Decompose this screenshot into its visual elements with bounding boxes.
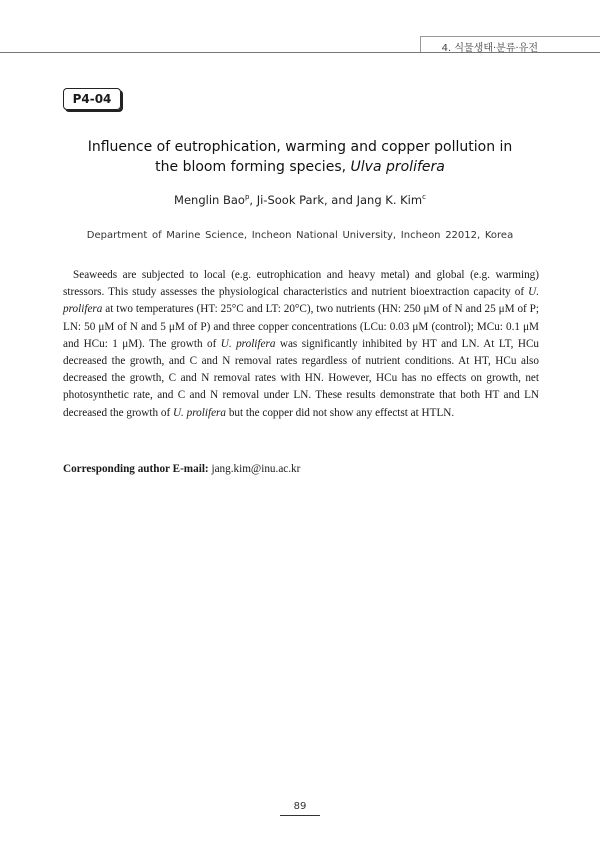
author-3-superscript: c (422, 193, 426, 202)
abstract-text-3: was significantly inhibited by HT and LN. At LT, HCu decreased the growth, and C and N removal rates regardless of nutrient conditions. At HT, HCu also decreased the growth, C and N removal rates with HN. However, HCu has no effects on growth, net photosynthetic rate, and C and N removal under LN. These results demonstrate that both HT and LN decreased the growth of (63, 337, 539, 419)
title-line-2 (60, 157, 540, 177)
abstract-text-1: Seaweeds are subjected to local (e.g. eutrophication and heavy metal) and global (e.g. warming) stressors. This study assesses the physiological characteristics and nutrient bioextraction capacity of (63, 269, 539, 299)
affiliation: Department of Marine Science, Incheon National University, Incheon 22012, Korea (86, 230, 514, 241)
abstract-species-2: U. prolifera (220, 337, 276, 350)
abstract-species-3: U. prolifera (172, 406, 227, 419)
poster-id-badge: P4-04 (63, 88, 121, 110)
abstract-body (63, 267, 539, 422)
author-1: Menglin Bao (174, 193, 245, 207)
page-number-rule (280, 815, 320, 816)
abstract-text-2: at two temperatures (HT: 25°C and LT: 20°C), two nutrients (HN: 250 μM of N and 25 μM of P; LN: 50 μM of N and 5 μM of P) and three copper concentrations (LCu: 0.03 μM (control); MCu: 0.1 μM and HCu: 1 μM). The growth of (63, 303, 539, 350)
abstract-species-1: U. prolifera (63, 286, 539, 316)
abstract-text-4: but the copper did not show any effectst at HTLN. (226, 406, 455, 419)
title-species: Ulva prolifera (350, 159, 445, 175)
author-1-superscript: p (244, 193, 250, 202)
paper-title (60, 137, 540, 177)
section-label: 4. 식물생태·분류·유전 (441, 43, 538, 54)
corresponding-author (63, 463, 300, 475)
corresponding-email: jang.kim@inu.ac.kr (208, 463, 301, 475)
author-rest: , Ji-Sook Park, and Jang K. Kim (249, 193, 423, 207)
author-list (60, 193, 540, 207)
corresponding-label: Corresponding author E-mail: (63, 463, 209, 475)
title-line-2-prefix: the bloom forming species, (155, 159, 351, 175)
page-number: 89 (293, 801, 307, 812)
title-line-1: Influence of eutrophication, warming and copper pollution in (87, 139, 513, 155)
